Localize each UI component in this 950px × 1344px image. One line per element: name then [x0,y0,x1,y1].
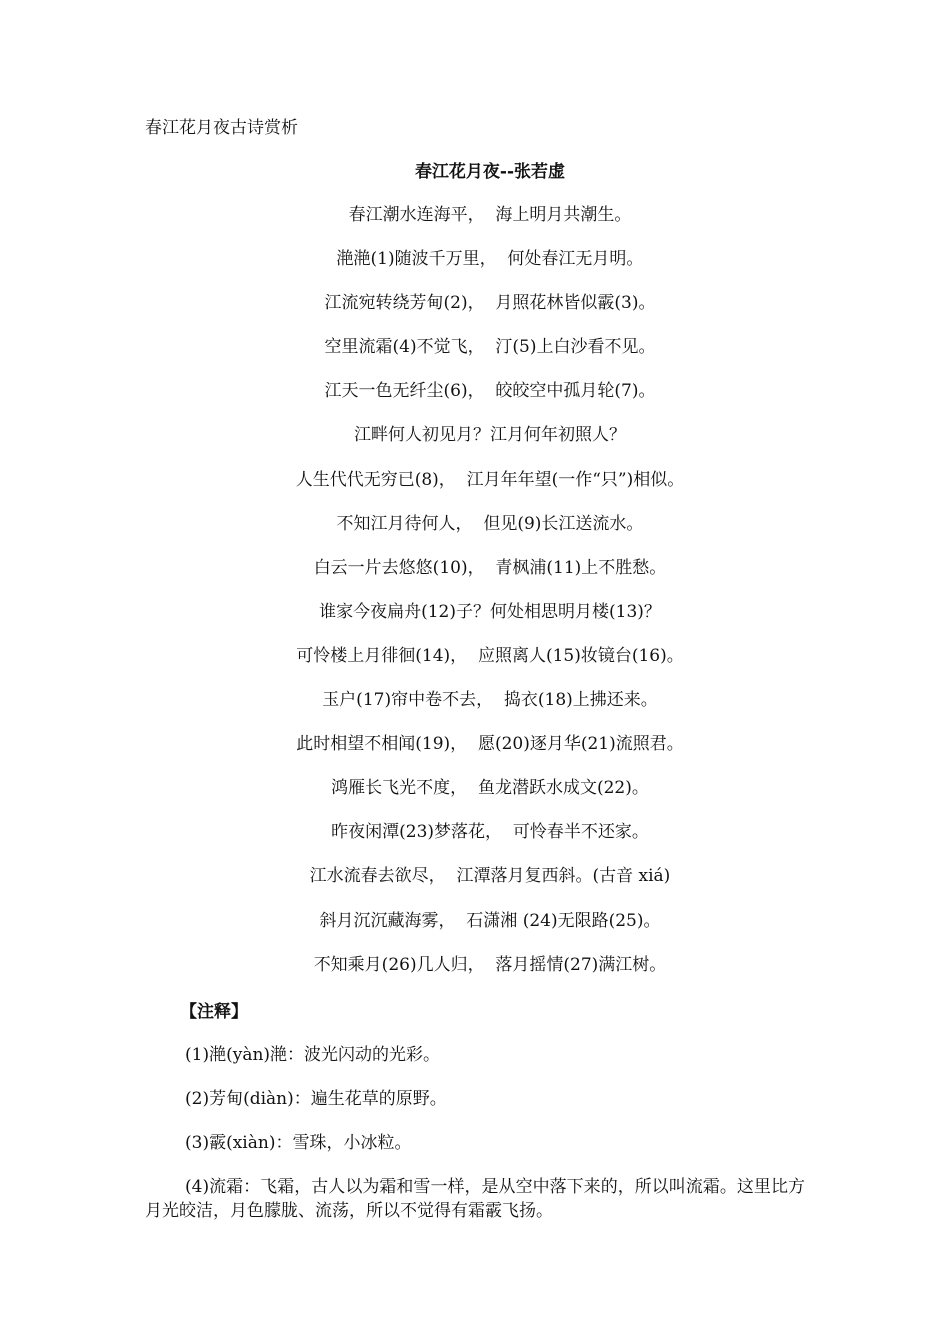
poem-line: 斜月沉沉藏海雾， 石潇湘 (24)无限路(25)。 [319,910,661,931]
note-item: (3)霰(xiàn)：雪珠，小冰粒。 [185,1133,412,1153]
poem-line: 江水流春去欲尽， 江潭落月复西斜。(古音 xiá) [309,866,671,887]
poem-line: 不知江月待何人， 但见(9)长江送流水。 [336,513,644,534]
poem-body [0,203,950,997]
notes-heading: 【注释】 [180,1002,248,1022]
note-item: (4)流霜：飞霜，古人以为霜和雪一样，是从空中落下来的，所以叫流霜。这里比方月光皎洁，月色朦胧、流荡，所以不觉得有霜霰飞扬。 [145,1177,805,1221]
document-heading: 春江花月夜古诗赏析 [145,118,298,138]
poem-line: 鸿雁长飞光不度， 鱼龙潜跃水成文(22)。 [331,778,649,799]
poem-line: 人生代代无穷已(8)， 江月年年望(一作“只”)相似。 [295,469,685,490]
poem-title: 春江花月夜--张若虚 [414,162,566,182]
note-item: (1)滟(yàn)滟：波光闪动的光彩。 [185,1045,441,1065]
poem-line: 江天一色无纤尘(6)， 皎皎空中孤月轮(7)。 [324,381,656,402]
poem-line: 此时相望不相闻(19)， 愿(20)逐月华(21)流照君。 [296,734,684,755]
notes-list [145,1043,805,1243]
poem-line: 谁家今夜扁舟(12)子？何处相思明月楼(13)？ [319,601,661,622]
poem-line: 春江潮水连海平， 海上明月共潮生。 [348,205,632,225]
poem-line: 昨夜闲潭(23)梦落花， 可怜春半不还家。 [331,822,649,843]
poem-line: 江流宛转绕芳甸(2)， 月照花林皆似霰(3)。 [324,293,656,314]
poem-line: 可怜楼上月徘徊(14)， 应照离人(15)妆镜台(16)。 [296,645,684,666]
poem-line: 白云一片去悠悠(10)， 青枫浦(11)上不胜愁。 [313,557,667,578]
poem-line: 不知乘月(26)几人归， 落月摇情(27)满江树。 [313,954,667,975]
note-item: (2)芳甸(diàn)：遍生花草的原野。 [185,1089,447,1109]
poem-line: 江畔何人初见月？江月何年初照人？ [354,425,626,446]
poem-line: 玉户(17)帘中卷不去， 捣衣(18)上拂还来。 [322,690,658,711]
poem-line: 滟滟(1)随波千万里， 何处春江无月明。 [336,249,644,270]
poem-line: 空里流霜(4)不觉飞， 汀(5)上白沙看不见。 [324,337,656,358]
